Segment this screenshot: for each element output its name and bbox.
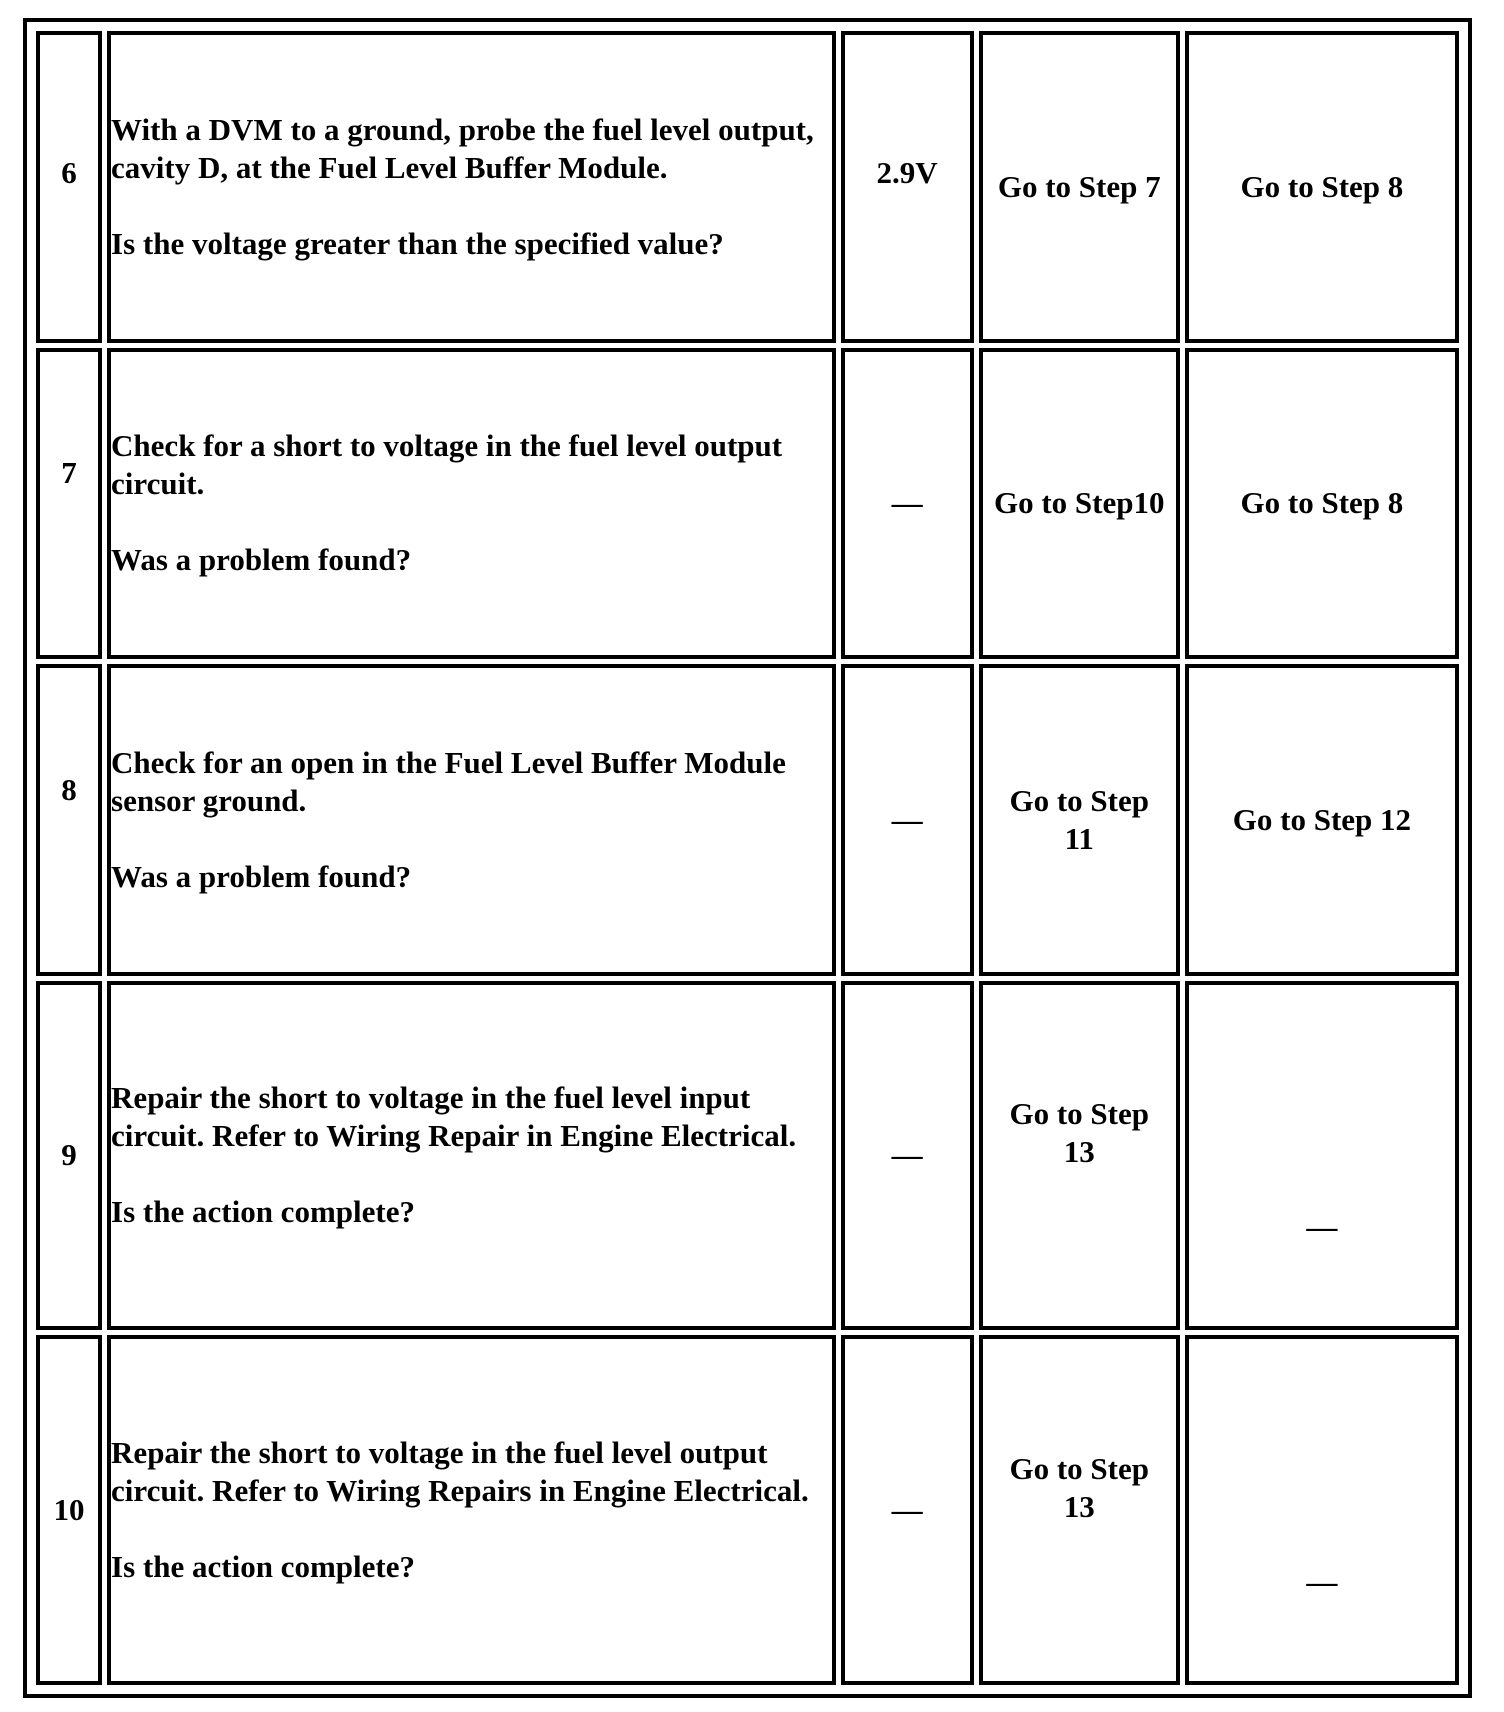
action-text: Check for a short to voltage in the fuel level output circuit. — [111, 428, 783, 502]
table-row — [36, 31, 1459, 343]
value-cell — [841, 348, 974, 660]
yes-text: Go to Step 7 — [997, 168, 1161, 204]
action-cell — [107, 348, 836, 660]
diagnostic-table-frame — [23, 18, 1472, 1698]
step-number-cell — [36, 664, 102, 976]
value-cell — [841, 981, 974, 1331]
step-number: 9 — [61, 1137, 77, 1173]
question-text: Is the voltage greater than the specified value? — [111, 225, 724, 261]
value-cell — [841, 664, 974, 976]
no-text: Go to Step 8 — [1240, 168, 1404, 204]
action-cell — [107, 981, 836, 1331]
question-text: Was a problem found? — [111, 542, 412, 578]
no-text: — — [1306, 1564, 1338, 1600]
table-row — [36, 664, 1459, 976]
yes-cell — [979, 664, 1180, 976]
action-text: Repair the short to voltage in the fuel level input circuit. Refer to Wiring Repair in Engine Electrical. — [111, 1080, 797, 1154]
table-row — [36, 348, 1459, 660]
value-text: — — [891, 1492, 923, 1528]
question-text: Was a problem found? — [111, 858, 412, 894]
table-row — [36, 981, 1459, 1331]
value-text: — — [891, 485, 923, 521]
value-text: — — [891, 1137, 923, 1173]
no-cell — [1185, 31, 1459, 343]
table-row — [36, 1335, 1459, 1685]
step-number-cell — [36, 31, 102, 343]
action-text: With a DVM to a ground, probe the fuel level output, cavity D, at the Fuel Level Buffer Module. — [111, 111, 814, 185]
action-cell — [107, 1335, 836, 1685]
diagnostic-steps-table — [31, 26, 1464, 1690]
no-text: — — [1306, 1209, 1338, 1245]
no-cell — [1185, 1335, 1459, 1685]
yes-text: Go to Step 13 — [1009, 1096, 1149, 1170]
yes-text: Go to Step 11 — [1009, 782, 1149, 856]
no-cell — [1185, 981, 1459, 1331]
step-number: 7 — [61, 455, 77, 491]
step-number-cell — [36, 1335, 102, 1685]
action-text: Check for an open in the Fuel Level Buffer Module sensor ground. — [111, 744, 786, 818]
yes-cell — [979, 981, 1180, 1331]
value-text: 2.9V — [876, 154, 938, 190]
action-cell — [107, 664, 836, 976]
yes-text: Go to Step10 — [993, 485, 1165, 521]
yes-cell — [979, 348, 1180, 660]
value-cell — [841, 1335, 974, 1685]
question-text: Is the action complete? — [111, 1549, 415, 1585]
value-text: — — [891, 801, 923, 837]
yes-text: Go to Step 13 — [1009, 1451, 1149, 1525]
action-text: Repair the short to voltage in the fuel level output circuit. Refer to Wiring Repairs in Engine Electrical. — [111, 1435, 809, 1509]
yes-cell — [979, 1335, 1180, 1685]
no-cell — [1185, 348, 1459, 660]
step-number-cell — [36, 981, 102, 1331]
value-cell — [841, 31, 974, 343]
step-number-cell — [36, 348, 102, 660]
question-text: Is the action complete? — [111, 1194, 415, 1230]
yes-cell — [979, 31, 1180, 343]
no-cell — [1185, 664, 1459, 976]
step-number: 6 — [61, 154, 77, 190]
no-text: Go to Step 12 — [1232, 801, 1412, 837]
no-text: Go to Step 8 — [1240, 485, 1404, 521]
action-cell — [107, 31, 836, 343]
step-number: 10 — [53, 1492, 85, 1528]
step-number: 8 — [61, 771, 77, 807]
